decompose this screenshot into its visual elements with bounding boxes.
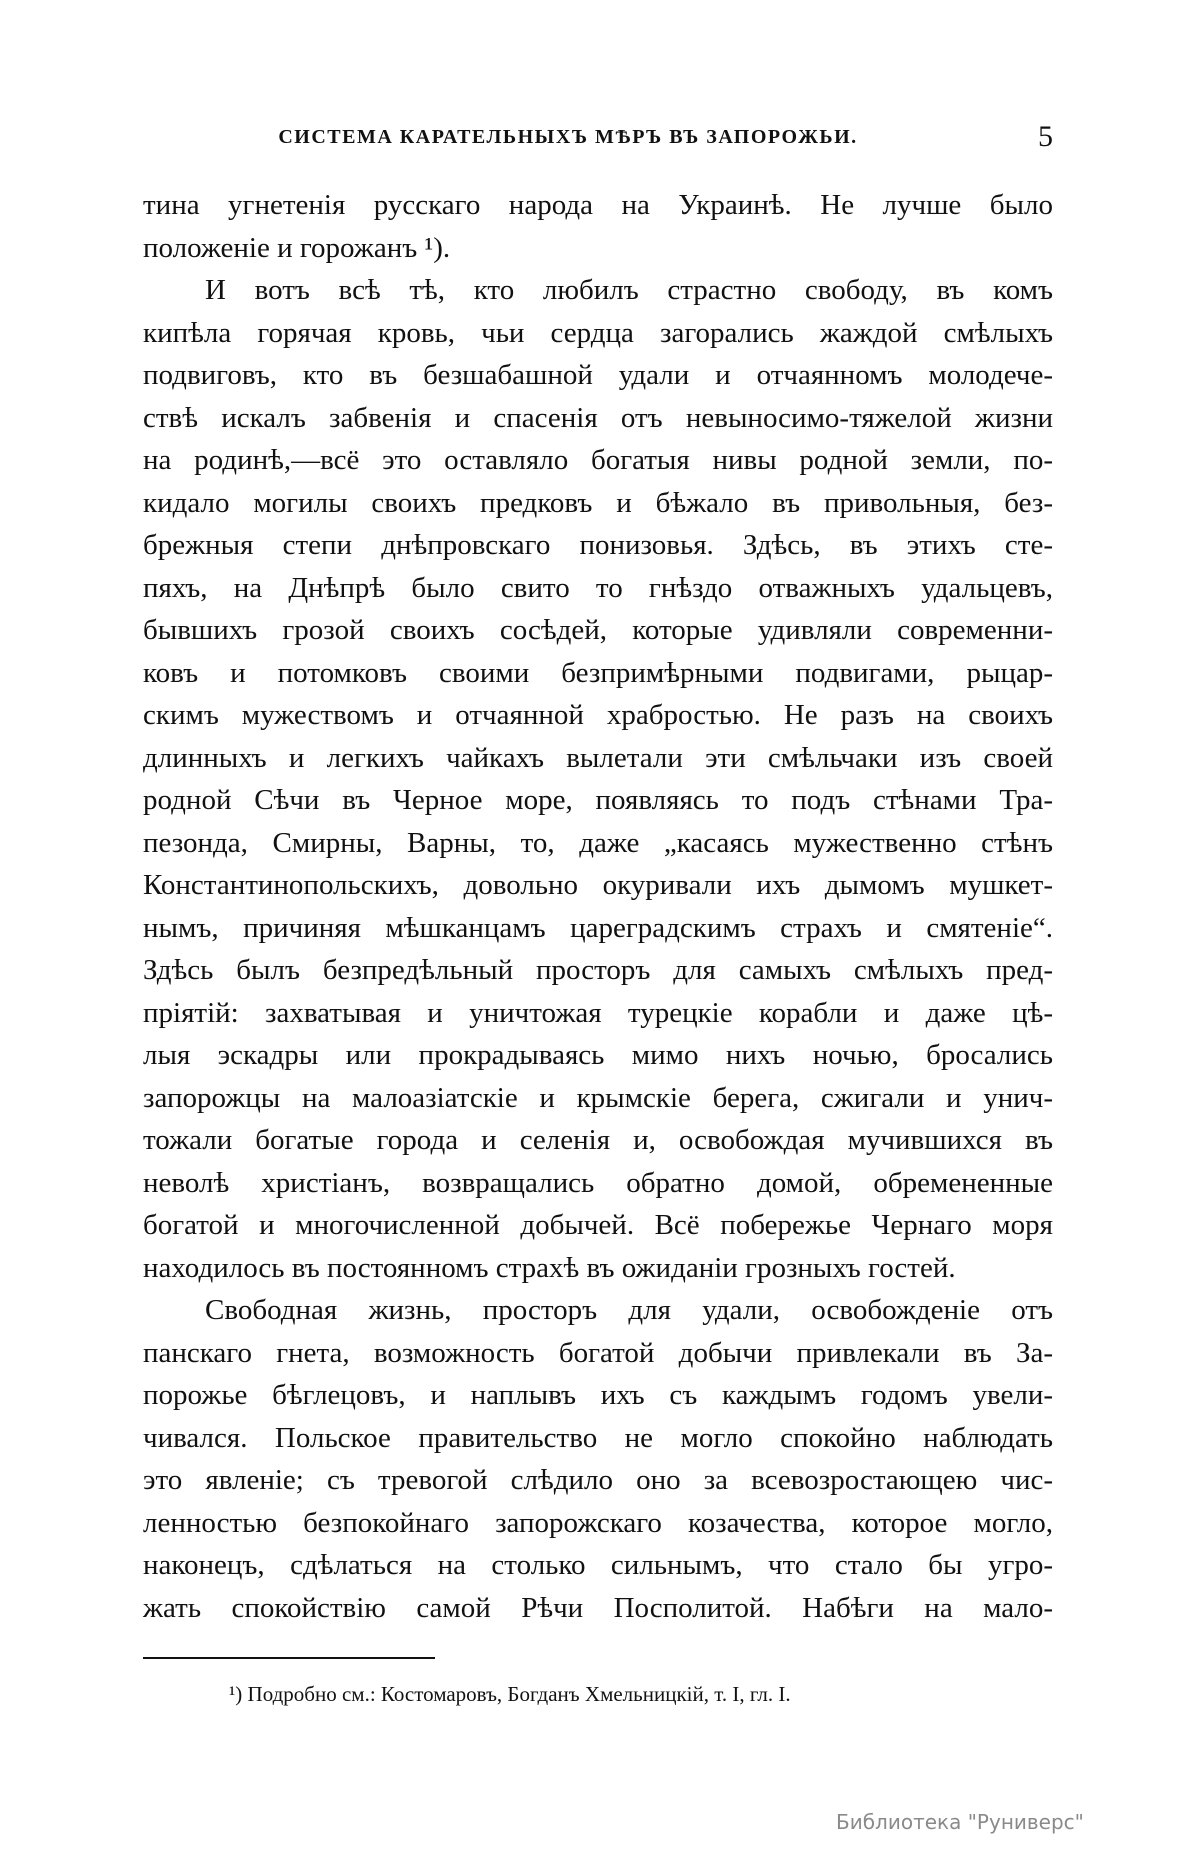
text-line: пезонда, Смирны, Варны, то, даже „касаясь мужественно стѣнъ — [143, 826, 1053, 859]
page-number: 5 — [1038, 120, 1053, 153]
footnote-divider — [143, 1657, 435, 1659]
text-line: нымъ, причиняя мѣшканцамъ цареградскимъ страхъ и смятеніе“. — [143, 911, 1053, 944]
text-line: лыя эскадры или прокрадываясь мимо нихъ ночью, бросались — [143, 1039, 1053, 1071]
text-line: тина угнетенія русскаго народа на Украинѣ. Не лучше было — [143, 189, 1053, 221]
text-line: Здѣсь былъ безпредѣльный просторъ для самыхъ смѣлыхъ пред- — [143, 954, 1053, 986]
text-line: Константинопольскихъ, довольно окуривали ихъ дымомъ мушкет- — [143, 869, 1053, 901]
text-line: неволѣ христіанъ, возвращались обратно домой, обремененные — [143, 1166, 1053, 1199]
text-line: находилось въ постоянномъ страхѣ въ ожиданіи грозныхъ гостей. — [143, 1251, 956, 1284]
text-line: кидало могилы своихъ предковъ и бѣжало въ привольныя, без- — [143, 486, 1053, 519]
text-line: это явленіе; съ тревогой слѣдило оно за всевозростающею чис- — [143, 1464, 1053, 1496]
text-line: скимъ мужествомъ и отчаянной храбростью. Не разъ на своихъ — [143, 699, 1053, 731]
text-line: И вотъ всѣ тѣ, кто любилъ страстно свободу, въ комъ — [205, 274, 1053, 306]
text-line: родной Сѣчи въ Черное море, появляясь то подъ стѣнами Тра- — [143, 784, 1053, 816]
running-head — [143, 122, 1053, 154]
library-watermark: Библиотека "Руниверс" — [836, 1810, 1084, 1834]
body-text — [143, 184, 1053, 1629]
paragraph — [143, 1289, 1053, 1629]
text-line: ленностью безпокойнаго запорожскаго козачества, которое могло, — [143, 1506, 1053, 1539]
text-line: пріятій: захватывая и уничтожая турецкіе корабли и даже цѣ- — [143, 996, 1053, 1029]
text-line: ковъ и потомковъ своими безпримѣрными подвигами, рыцар- — [143, 656, 1053, 689]
text-line: чивался. Польское правительство не могло спокойно наблюдать — [143, 1421, 1053, 1454]
text-line: на родинѣ,—всё это оставляло богатыя нивы родной земли, по- — [143, 444, 1053, 476]
text-line: брежныя степи днѣпровскаго понизовья. Здѣсь, въ этихъ сте- — [143, 529, 1053, 561]
text-line: ствѣ искалъ забвенія и спасенія отъ невыносимо-тяжелой жизни — [143, 401, 1053, 434]
footnote: ¹) Подробно см.: Костомаровъ, Богданъ Хмельницкій, т. I, гл. I. — [229, 1682, 791, 1706]
paragraph — [143, 269, 1053, 1289]
text-line: длинныхъ и легкихъ чайкахъ вылетали эти смѣльчаки изъ своей — [143, 741, 1053, 774]
text-line: порожье бѣглецовъ, и наплывъ ихъ съ каждымъ годомъ увели- — [143, 1379, 1053, 1411]
text-line: панскаго гнета, возможность богатой добычи привлекали въ За- — [143, 1336, 1053, 1369]
text-line: тожали богатые города и селенія и, освобождая мучившихся въ — [143, 1124, 1053, 1156]
text-line: положеніе и горожанъ ¹). — [143, 231, 451, 264]
text-line: Свободная жизнь, просторъ для удали, освобожденіе отъ — [205, 1294, 1053, 1326]
text-line: наконецъ, сдѣлаться на столько сильнымъ, что стало бы угро- — [143, 1549, 1053, 1581]
running-head-title: СИСТЕМА КАРАТЕЛЬНЫХЪ МѢРЪ ВЪ ЗАПОРОЖЬИ. — [278, 126, 858, 148]
text-line: бывшихъ грозой своихъ сосѣдей, которые удивляли современни- — [143, 614, 1053, 646]
text-line: богатой и многочисленной добычей. Всё побережье Чернаго моря — [143, 1209, 1053, 1241]
text-line: кипѣла горячая кровь, чьи сердца загорались жаждой смѣлыхъ — [143, 316, 1053, 349]
text-line: пяхъ, на Днѣпрѣ было свито то гнѣздо отважныхъ удальцевъ, — [143, 571, 1053, 604]
paragraph — [143, 184, 1053, 269]
text-line: подвиговъ, кто въ безшабашной удали и отчаянномъ молодече- — [143, 359, 1053, 391]
text-line: жать спокойствію самой Рѣчи Посполитой. Набѣги на мало- — [143, 1591, 1053, 1624]
text-line: запорожцы на малоазіатскіе и крымскіе берега, сжигали и унич- — [143, 1081, 1053, 1114]
